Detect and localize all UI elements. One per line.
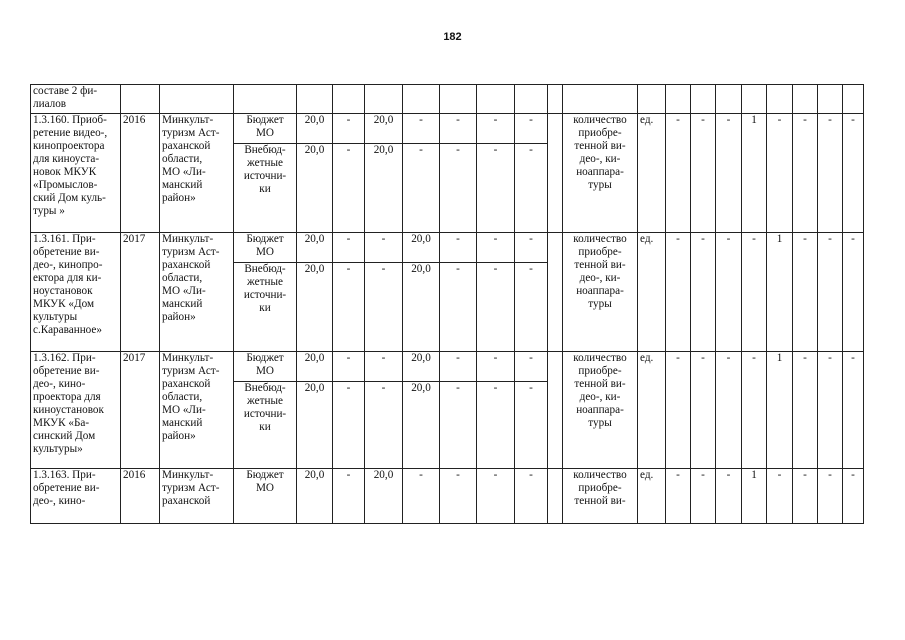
target-value-cell: 1 <box>742 469 767 524</box>
amount-cell: - <box>403 114 440 144</box>
target-value-cell: - <box>818 469 843 524</box>
activity-name-cell: составе 2 фи- лиалов <box>31 85 121 114</box>
amount-cell: - <box>403 144 440 233</box>
executor-cell: Минкульт- туризм Аст- раханской области, МО «Ли- манский район» <box>160 233 234 352</box>
executor-cell: Минкульт- туризм Аст- раханской области, МО «Ли- манский район» <box>160 352 234 469</box>
indicator-cell: количество приобре- тенной ви- део-, ки- ноаппара- туры <box>563 352 638 469</box>
year-cell: 2016 <box>121 114 160 233</box>
program-table <box>30 84 864 524</box>
amount-cell: - <box>515 233 548 263</box>
amount-cell: 20,0 <box>403 352 440 382</box>
empty-cell <box>403 85 440 114</box>
year-cell: 2016 <box>121 469 160 524</box>
amount-cell: - <box>440 469 477 524</box>
empty-cell <box>548 85 563 114</box>
amount-cell: - <box>440 144 477 233</box>
unit-cell: ед. <box>638 233 666 352</box>
amount-cell: - <box>515 263 548 352</box>
funding-source-cell: Бюджет МО <box>234 114 297 144</box>
activity-name-cell: 1.3.162. При- обретение ви- део-, кино- проектора для киноустановок МКУК «Ба- синский Дом культуры» <box>31 352 121 469</box>
empty-cell <box>440 85 477 114</box>
activity-name-cell: 1.3.160. Приоб- ретение видео-, кинопроектора для киноуста- новок МКУК «Промыслов- ский Дом куль- туры » <box>31 114 121 233</box>
target-value-cell: - <box>843 352 864 469</box>
indicator-cell: количество приобре- тенной ви- део-, ки- ноаппара- туры <box>563 233 638 352</box>
table-row-continuation <box>31 85 864 114</box>
target-value-cell: - <box>843 114 864 233</box>
empty-cell <box>234 85 297 114</box>
empty-cell <box>691 85 716 114</box>
activity-name-cell: 1.3.163. При- обретение ви- део-, кино- <box>31 469 121 524</box>
target-value-cell: - <box>691 352 716 469</box>
empty-cell <box>793 85 818 114</box>
amount-cell: - <box>515 382 548 469</box>
unit-cell: ед. <box>638 469 666 524</box>
empty-cell <box>477 85 515 114</box>
amount-cell: - <box>440 263 477 352</box>
amount-cell: 20,0 <box>297 382 333 469</box>
table-row <box>31 114 864 144</box>
empty-cell <box>767 85 793 114</box>
target-value-cell: - <box>793 233 818 352</box>
target-value-cell: - <box>767 469 793 524</box>
amount-cell: 20,0 <box>403 233 440 263</box>
empty-cell <box>563 85 638 114</box>
target-value-cell: 1 <box>767 233 793 352</box>
target-value-cell: 1 <box>742 114 767 233</box>
amount-cell: - <box>515 469 548 524</box>
funding-source-cell: Внебюд- жетные источни- ки <box>234 144 297 233</box>
amount-cell: - <box>477 352 515 382</box>
table-row <box>31 469 864 524</box>
amount-cell: - <box>333 144 365 233</box>
amount-cell: 20,0 <box>403 263 440 352</box>
empty-cell <box>666 85 691 114</box>
amount-cell: - <box>440 114 477 144</box>
target-value-cell: - <box>793 114 818 233</box>
amount-cell: 20,0 <box>297 469 333 524</box>
amount-cell: - <box>440 233 477 263</box>
amount-cell: - <box>333 382 365 469</box>
empty-cell <box>297 85 333 114</box>
indicator-cell: количество приобре- тенной ви- <box>563 469 638 524</box>
amount-cell: 20,0 <box>403 382 440 469</box>
empty-cell <box>548 114 563 233</box>
empty-cell <box>638 85 666 114</box>
target-value-cell: 1 <box>767 352 793 469</box>
target-value-cell: - <box>716 352 742 469</box>
amount-cell: - <box>477 144 515 233</box>
target-value-cell: - <box>742 352 767 469</box>
amount-cell: - <box>440 352 477 382</box>
amount-cell: 20,0 <box>297 144 333 233</box>
target-value-cell: - <box>716 114 742 233</box>
amount-cell: - <box>333 352 365 382</box>
empty-cell <box>716 85 742 114</box>
target-value-cell: - <box>843 233 864 352</box>
empty-cell <box>333 85 365 114</box>
target-value-cell: - <box>666 233 691 352</box>
amount-cell: 20,0 <box>297 233 333 263</box>
target-value-cell: - <box>666 469 691 524</box>
indicator-cell: количество приобре- тенной ви- део-, ки- ноаппара- туры <box>563 114 638 233</box>
amount-cell: - <box>333 114 365 144</box>
table-row <box>31 233 864 263</box>
year-cell: 2017 <box>121 233 160 352</box>
target-value-cell: - <box>818 114 843 233</box>
executor-cell: Минкульт- туризм Аст- раханской <box>160 469 234 524</box>
amount-cell: 20,0 <box>365 144 403 233</box>
year-cell: 2017 <box>121 352 160 469</box>
empty-cell <box>843 85 864 114</box>
amount-cell: - <box>477 263 515 352</box>
target-value-cell: - <box>818 233 843 352</box>
target-value-cell: - <box>793 352 818 469</box>
amount-cell: 20,0 <box>365 114 403 144</box>
amount-cell: - <box>365 233 403 263</box>
empty-cell <box>742 85 767 114</box>
amount-cell: - <box>365 382 403 469</box>
amount-cell: - <box>515 114 548 144</box>
amount-cell: 20,0 <box>297 352 333 382</box>
table-body <box>31 85 864 524</box>
amount-cell: - <box>477 114 515 144</box>
funding-source-cell: Бюджет МО <box>234 233 297 263</box>
amount-cell: - <box>440 382 477 469</box>
target-value-cell: - <box>818 352 843 469</box>
amount-cell: 20,0 <box>365 469 403 524</box>
funding-source-cell: Внебюд- жетные источни- ки <box>234 382 297 469</box>
activity-name-cell: 1.3.161. При- обретение ви- део-, кинопро- ектора для ки- ноустановок МКУК «Дом культуры с.Караванное» <box>31 233 121 352</box>
funding-source-cell: Бюджет МО <box>234 352 297 382</box>
empty-cell <box>548 352 563 469</box>
target-value-cell: - <box>793 469 818 524</box>
target-value-cell: - <box>691 233 716 352</box>
target-value-cell: - <box>716 233 742 352</box>
target-value-cell: - <box>716 469 742 524</box>
amount-cell: - <box>403 469 440 524</box>
target-value-cell: - <box>666 114 691 233</box>
amount-cell: - <box>333 233 365 263</box>
empty-cell <box>515 85 548 114</box>
amount-cell: - <box>477 469 515 524</box>
unit-cell: ед. <box>638 114 666 233</box>
empty-cell <box>160 85 234 114</box>
amount-cell: - <box>365 352 403 382</box>
target-value-cell: - <box>691 114 716 233</box>
amount-cell: - <box>333 263 365 352</box>
empty-cell <box>121 85 160 114</box>
table-row <box>31 352 864 382</box>
target-value-cell: - <box>843 469 864 524</box>
empty-cell <box>365 85 403 114</box>
funding-source-cell: Внебюд- жетные источни- ки <box>234 263 297 352</box>
amount-cell: - <box>515 144 548 233</box>
page-number: 182 <box>443 31 462 43</box>
unit-cell: ед. <box>638 352 666 469</box>
amount-cell: 20,0 <box>297 263 333 352</box>
amount-cell: - <box>477 382 515 469</box>
target-value-cell: - <box>691 469 716 524</box>
empty-cell <box>548 469 563 524</box>
amount-cell: - <box>365 263 403 352</box>
executor-cell: Минкульт- туризм Аст- раханской области, МО «Ли- манский район» <box>160 114 234 233</box>
target-value-cell: - <box>666 352 691 469</box>
target-value-cell: - <box>767 114 793 233</box>
amount-cell: 20,0 <box>297 114 333 144</box>
amount-cell: - <box>477 233 515 263</box>
target-value-cell: - <box>742 233 767 352</box>
amount-cell: - <box>515 352 548 382</box>
amount-cell: - <box>333 469 365 524</box>
empty-cell <box>818 85 843 114</box>
funding-source-cell: Бюджет МО <box>234 469 297 524</box>
empty-cell <box>548 233 563 352</box>
